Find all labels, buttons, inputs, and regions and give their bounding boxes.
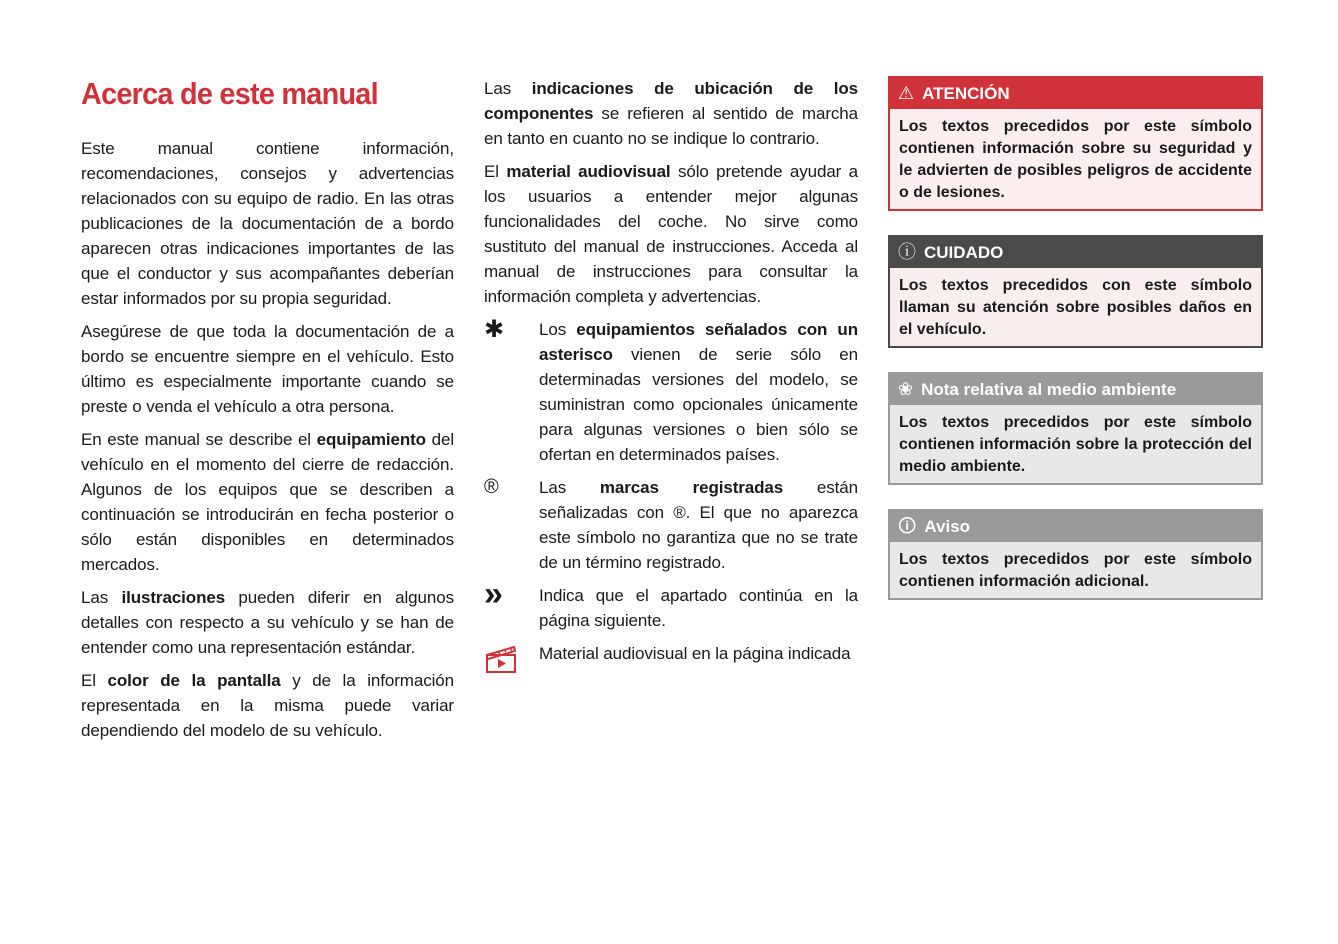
text-segment: Las [539, 478, 600, 497]
text-segment: y de la información representada en la misma puede variar dependiendo del modelo de su vehículo. [81, 671, 454, 740]
paragraph [81, 668, 454, 743]
notice-header [890, 237, 1261, 268]
paragraph [539, 317, 858, 467]
notice-title: ATENCIÓN [922, 84, 1010, 103]
symbol-explanation [484, 317, 858, 467]
notice-box-grey [888, 509, 1263, 600]
notice-header [890, 374, 1261, 405]
bold-term: indicaciones de ubicación de los componentes [484, 79, 858, 123]
paragraph [539, 475, 858, 575]
text-segment: El [484, 162, 507, 181]
text-segment: sólo pretende ayudar a los usuarios a entender mejor algunas funcionalidades del coche. No sirve como sustituto del manual de instrucciones. Acceda al manual de instrucciones para consultar la información completa y advertencias. [484, 162, 859, 306]
text-segment: Las [81, 588, 122, 607]
bold-term: marcas registradas [599, 478, 784, 497]
text-segment: vienen de serie sólo en determinadas versiones del modelo, se suministran como opcionales únicamente para algunas versiones o bien sólo se ofertan en determinados países. [539, 345, 858, 464]
exclamation-circle-icon: ⓘ [898, 242, 916, 262]
notice-body: Los textos precedidos por este símbolo contienen información adicional. [890, 542, 1261, 598]
text-segment: Los [539, 320, 577, 339]
video-clapperboard-icon [484, 641, 539, 682]
text-segment: Material audiovisual en la página indicada [539, 644, 851, 663]
notice-title: Nota relativa al medio ambiente [921, 380, 1177, 399]
asterisk-icon: ✱ [484, 316, 505, 343]
notice-title: CUIDADO [924, 243, 1004, 262]
bold-term: color de la pantalla [107, 671, 281, 690]
notice-body: Los textos precedidos con este símbolo llaman su atención sobre posibles daños en el vehículo. [890, 268, 1261, 346]
info-icon: 🛈 [898, 516, 917, 536]
notice-body: Los textos precedidos por este símbolo contienen información sobre su seguridad y le advierten de posibles peligros de accidente o de lesiones. [890, 109, 1261, 209]
text-segment: Las [484, 79, 532, 98]
text-segment: del vehículo en el momento del cierre de redacción. Algunos de los equipos que se describen a continuación se introducirán en fecha posterior o sólo están disponibles en determinados mercados. [81, 430, 454, 574]
paragraph [81, 136, 454, 311]
bold-term: equipamiento [316, 430, 426, 449]
notice-title: Aviso [924, 517, 971, 536]
column-1 [81, 76, 454, 751]
flower-icon: ❀ [898, 379, 914, 399]
registered-icon: ® [484, 476, 499, 498]
paragraph [81, 585, 454, 660]
text-segment: Este manual contiene información, recomendaciones, consejos y advertencias relacionados con su equipo de radio. En las otras publicaciones de la documentación de a bordo aparecen otras indicaciones importantes de las que el conductor y sus acompañantes deberían estar informados por su propia seguridad. [81, 139, 454, 308]
column-3 [888, 76, 1263, 624]
paragraph [81, 427, 454, 577]
notice-box-red [888, 76, 1263, 211]
column-2 [484, 76, 858, 690]
bold-term: equipamientos señalados con un asterisco [539, 320, 858, 364]
notice-box-dark [888, 235, 1263, 348]
text-segment: están señalizadas con ®. El que no aparezca este símbolo no garantiza que no se trate de un término registrado. [539, 478, 859, 572]
warning-triangle-icon: ⚠ [898, 83, 915, 103]
text-segment: se refieren al sentido de marcha en tanto en cuanto no se indique lo contrario. [484, 104, 858, 148]
symbol-explanation [484, 475, 858, 575]
bold-term: material audiovisual [506, 162, 671, 181]
page-title: Acerca de este manual [81, 76, 378, 111]
paragraph [484, 159, 858, 309]
notice-body: Los textos precedidos por este símbolo contienen información sobre la protección del medio ambiente. [890, 405, 1261, 483]
notice-header [890, 511, 1261, 542]
text-segment: El [81, 671, 108, 690]
double-chevron-right-icon: » [484, 575, 503, 613]
paragraph [81, 319, 454, 419]
text-segment: En este manual se describe el [81, 430, 317, 449]
bold-term: ilustraciones [121, 588, 226, 607]
notice-header [890, 78, 1261, 109]
notice-box-grey [888, 372, 1263, 485]
symbol-explanation [484, 641, 858, 682]
text-segment: pueden diferir en algunos detalles con respecto a su vehículo y se han de entender como una representación estándar. [81, 588, 455, 657]
text-segment: Asegúrese de que toda la documentación de a bordo se encuentre siempre en el vehículo. Esto último es especialmente importante cuando se preste o venda el vehículo a otra persona. [81, 322, 454, 416]
paragraph [484, 76, 858, 151]
text-segment: Indica que el apartado continúa en la página siguiente. [539, 586, 858, 630]
paragraph [539, 641, 858, 682]
paragraph [539, 583, 858, 633]
symbol-explanation [484, 575, 858, 633]
